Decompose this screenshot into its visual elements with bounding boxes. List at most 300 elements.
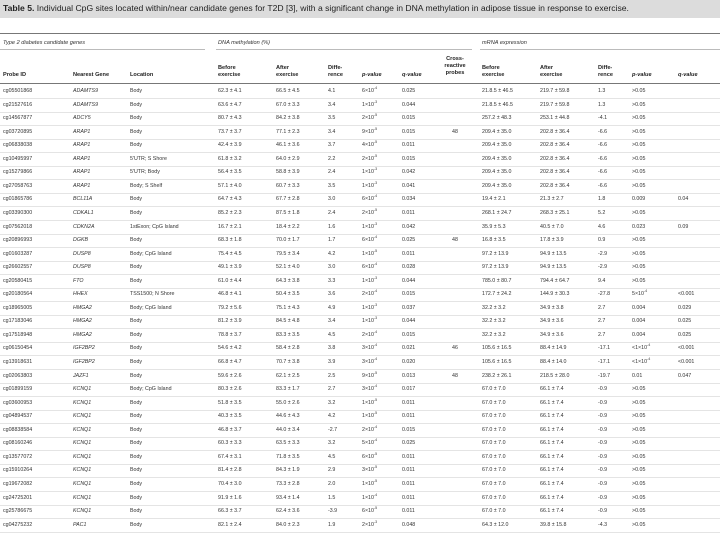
methylation-q-value: 0.011 — [402, 250, 415, 257]
mrna-before: 67.0 ± 7.0 — [482, 467, 506, 474]
mrna-p-value: 0.004 — [632, 331, 646, 338]
methylation-before: 46.8 ± 3.7 — [218, 426, 242, 433]
nearest-gene: KCNQ1 — [73, 426, 92, 433]
mrna-before: 16.8 ± 3.5 — [482, 237, 506, 244]
mrna-before: 35.9 ± 5.3 — [482, 223, 506, 230]
mrna-before: 209.4 ± 35.0 — [482, 128, 512, 135]
nearest-gene: HMGA2 — [73, 318, 92, 325]
mrna-after: 66.1 ± 7.4 — [540, 508, 564, 515]
mrna-p-value: >0.05 — [632, 128, 646, 135]
methylation-difference: 2.5 — [328, 372, 336, 379]
location: Body — [130, 508, 143, 515]
methylation-q-value: 0.037 — [402, 304, 416, 311]
mrna-before: 209.4 ± 35.0 — [482, 182, 512, 189]
mrna-after: 202.8 ± 36.4 — [540, 142, 570, 149]
location: 5'UTR; S Shore — [130, 155, 167, 162]
mrna-after: 66.1 ± 7.4 — [540, 399, 564, 406]
methylation-q-value: 0.011 — [402, 209, 415, 216]
methylation-after: 83.3 ± 1.7 — [276, 386, 300, 393]
mrna-difference: -0.9 — [598, 480, 608, 487]
mrna-after: 794.4 ± 64.7 — [540, 277, 570, 284]
header-rule — [0, 83, 720, 84]
methylation-difference: 3.4 — [328, 318, 336, 325]
nearest-gene: KCNQ1 — [73, 494, 92, 501]
methylation-p-value: $1\times 10^{-3}$ — [362, 316, 378, 325]
mrna-after: 66.1 ± 7.4 — [540, 494, 564, 501]
mrna-before: 32.2 ± 3.2 — [482, 318, 506, 325]
methylation-before: 70.4 ± 3.0 — [218, 480, 242, 487]
location: Body — [130, 142, 143, 149]
row-divider — [0, 532, 720, 533]
location: Body — [130, 413, 143, 420]
mrna-q-value: 0.025 — [678, 318, 692, 325]
mrna-p-value: >0.05 — [632, 277, 646, 284]
mrna-p-value: >0.05 — [632, 521, 646, 528]
nearest-gene: BCL11A — [73, 196, 93, 203]
mrna-difference: -2.9 — [598, 250, 608, 257]
nearest-gene: ADCY5 — [73, 115, 91, 122]
methylation-p-value: $6\times 10^{-4}$ — [362, 194, 378, 203]
methylation-after: 62.4 ± 3.6 — [276, 508, 300, 515]
location: Body — [130, 318, 143, 325]
methylation-after: 64.3 ± 3.8 — [276, 277, 300, 284]
mrna-p-value: >0.05 — [632, 426, 646, 433]
methylation-after: 66.5 ± 4.5 — [276, 88, 300, 94]
methylation-before: 85.2 ± 2.3 — [218, 209, 242, 216]
methylation-q-value: 0.025 — [402, 440, 416, 447]
probe-id: cg13577072 — [3, 453, 33, 460]
methylation-after: 93.4 ± 1.4 — [276, 494, 300, 501]
methylation-before: 61.8 ± 3.2 — [218, 155, 242, 162]
location: 1stExon; CpG Island — [130, 223, 179, 230]
methylation-p-value: $1\times 10^{-3}$ — [362, 180, 378, 189]
methylation-difference: 4.1 — [328, 88, 336, 94]
methylation-difference: 4.5 — [328, 453, 336, 460]
location: Body — [130, 115, 143, 122]
probe-id: cg02063803 — [3, 372, 33, 379]
methylation-p-value: $4\times 10^{-5}$ — [362, 140, 378, 149]
methylation-p-value: $2\times 10^{-5}$ — [362, 207, 378, 216]
nearest-gene: CDKN2A — [73, 223, 95, 230]
location: 5'UTR; Body — [130, 169, 160, 176]
methylation-after: 79.5 ± 3.4 — [276, 250, 300, 257]
methylation-difference: 2.0 — [328, 480, 336, 487]
mrna-before: 64.3 ± 12.0 — [482, 521, 509, 528]
location: Body — [130, 372, 143, 379]
col-cross-reactive: Cross- reactive probes — [444, 56, 466, 76]
methylation-difference: 3.3 — [328, 277, 336, 284]
methylation-q-value: 0.011 — [402, 508, 415, 515]
methylation-after: 71.8 ± 3.5 — [276, 453, 300, 460]
methylation-before: 62.3 ± 4.1 — [218, 88, 242, 94]
methylation-after: 83.3 ± 3.5 — [276, 331, 300, 338]
methylation-p-value: $1\times 10^{-3}$ — [362, 302, 378, 311]
mrna-p-value: >0.05 — [632, 453, 646, 460]
methylation-q-value: 0.011 — [402, 467, 415, 474]
methylation-before: 81.4 ± 2.8 — [218, 467, 242, 474]
col-nearest-gene: Nearest Gene — [73, 72, 110, 78]
mrna-difference: 9.4 — [598, 277, 606, 284]
methylation-before: 91.9 ± 1.6 — [218, 494, 242, 501]
mrna-difference: 4.6 — [598, 223, 606, 230]
mrna-q-value: <0.001 — [678, 291, 695, 298]
methylation-after: 62.1 ± 2.5 — [276, 372, 300, 379]
mrna-after: 94.9 ± 13.5 — [540, 264, 567, 271]
methylation-difference: 3.0 — [328, 196, 336, 203]
mrna-after: 34.9 ± 3.6 — [540, 318, 564, 325]
location: Body; CpG Island — [130, 304, 172, 311]
mrna-after: 202.8 ± 36.4 — [540, 155, 570, 162]
mrna-p-value: >0.05 — [632, 209, 646, 216]
row-divider — [0, 383, 720, 384]
methylation-q-value: 0.025 — [402, 237, 416, 244]
methylation-before: 63.6 ± 4.7 — [218, 101, 242, 108]
methylation-q-value: 0.011 — [402, 142, 415, 149]
methylation-p-value: $1\times 10^{-4}$ — [362, 492, 378, 501]
probe-id: cg14567877 — [3, 115, 33, 122]
caption-bar — [0, 0, 720, 18]
methylation-before: 80.3 ± 2.6 — [218, 386, 242, 393]
location: Body — [130, 88, 143, 94]
row-divider — [0, 491, 720, 492]
methylation-q-value: 0.048 — [402, 521, 416, 528]
mrna-difference: -6.6 — [598, 142, 608, 149]
col-after: After exercise — [276, 65, 299, 78]
methylation-p-value: $3\times 10^{-4}$ — [362, 343, 378, 352]
mrna-p-value: >0.05 — [632, 237, 646, 244]
mrna-after: 88.4 ± 14.9 — [540, 345, 567, 352]
mrna-p-value: >0.05 — [632, 494, 646, 501]
probe-id: cg08160246 — [3, 440, 33, 447]
methylation-p-value: $3\times 10^{-5}$ — [362, 465, 378, 474]
methylation-difference: 1.9 — [328, 521, 336, 528]
methylation-after: 60.7 ± 3.3 — [276, 182, 300, 189]
nearest-gene: DUSP8 — [73, 264, 91, 271]
mrna-after: 66.1 ± 7.4 — [540, 453, 564, 460]
cross-reactive-probes: 48 — [452, 372, 458, 379]
mrna-after: 66.1 ± 7.4 — [540, 386, 564, 393]
methylation-p-value: $2\times 10^{-5}$ — [362, 113, 378, 122]
col-mrna-p-value: p-value — [632, 72, 652, 78]
methylation-q-value: 0.034 — [402, 196, 416, 203]
methylation-difference: 3.2 — [328, 440, 336, 447]
nearest-gene: PAC1 — [73, 521, 87, 528]
probe-id: cg07562018 — [3, 223, 33, 230]
nearest-gene: KCNQ1 — [73, 399, 92, 406]
mrna-difference: 2.7 — [598, 318, 606, 325]
methylation-p-value: $1\times 10^{-3}$ — [362, 99, 378, 108]
methylation-q-value: 0.017 — [402, 386, 416, 393]
nearest-gene: KCNQ1 — [73, 480, 92, 487]
row-divider — [0, 125, 720, 126]
row-divider — [0, 274, 720, 275]
mrna-p-value: 0.004 — [632, 304, 646, 311]
mrna-after: 94.9 ± 13.5 — [540, 250, 567, 257]
row-divider — [0, 206, 720, 207]
nearest-gene: KCNQ1 — [73, 413, 92, 420]
probe-id: cg06150454 — [3, 345, 33, 352]
methylation-difference: 3.7 — [328, 142, 336, 149]
methylation-q-value: 0.011 — [402, 453, 415, 460]
methylation-after: 63.5 ± 3.3 — [276, 440, 300, 447]
mrna-difference: -4.1 — [598, 115, 608, 122]
methylation-before: 79.2 ± 5.6 — [218, 304, 242, 311]
methylation-after: 64.0 ± 2.9 — [276, 155, 300, 162]
mrna-q-value: 0.029 — [678, 304, 692, 311]
methylation-after: 46.1 ± 3.6 — [276, 142, 300, 149]
row-divider — [0, 355, 720, 356]
methylation-p-value: $6\times 10^{-4}$ — [362, 86, 378, 94]
row-divider — [0, 450, 720, 451]
mrna-p-value: >0.05 — [632, 182, 646, 189]
methylation-before: 78.8 ± 3.7 — [218, 331, 242, 338]
methylation-p-value: $2\times 10^{-3}$ — [362, 519, 378, 528]
row-divider — [0, 234, 720, 235]
methylation-q-value: 0.015 — [402, 426, 416, 433]
location: Body — [130, 128, 143, 135]
col-mrna-before: Before exercise — [482, 65, 505, 78]
mrna-after: 40.5 ± 7.0 — [540, 223, 564, 230]
methylation-difference: 4.5 — [328, 331, 336, 338]
methylation-q-value: 0.011 — [402, 413, 415, 420]
probe-id: cg20580415 — [3, 277, 33, 284]
mrna-p-value: >0.05 — [632, 399, 646, 406]
caption-text: Individual CpG sites located within/near candidate genes for T2D [3], with a significant change in DNA methylation in adipose tissue in response to exercise. — [36, 3, 629, 13]
mrna-p-value: >0.05 — [632, 467, 646, 474]
nearest-gene: KCNQ1 — [73, 440, 92, 447]
mrna-after: 144.9 ± 30.3 — [540, 291, 570, 298]
nearest-gene: ARAP1 — [73, 182, 91, 189]
methylation-difference: 3.8 — [328, 345, 336, 352]
mrna-after: 34.9 ± 3.8 — [540, 304, 564, 311]
methylation-q-value: 0.041 — [402, 182, 416, 189]
mrna-after: 66.1 ± 7.4 — [540, 480, 564, 487]
mrna-p-value: >0.05 — [632, 169, 646, 176]
location: Body — [130, 264, 143, 271]
row-divider — [0, 220, 720, 221]
methylation-difference: 3.5 — [328, 182, 336, 189]
mrna-p-value: $<1\times 10^{-4}$ — [632, 343, 651, 352]
location: Body — [130, 277, 143, 284]
methylation-after: 73.3 ± 2.8 — [276, 480, 300, 487]
mrna-before: 97.2 ± 13.9 — [482, 264, 509, 271]
methylation-p-value: $2\times 10^{-5}$ — [362, 153, 378, 162]
nearest-gene: KCNQ1 — [73, 386, 92, 393]
mrna-p-value: >0.05 — [632, 250, 646, 257]
methylation-before: 66.3 ± 3.7 — [218, 508, 242, 515]
mrna-difference: -6.6 — [598, 182, 608, 189]
nearest-gene: ADAMTS9 — [73, 88, 99, 94]
location: Body — [130, 345, 143, 352]
methylation-q-value: 0.020 — [402, 359, 416, 365]
nearest-gene: CDKAL1 — [73, 209, 94, 216]
location: Body — [130, 399, 143, 406]
row-divider — [0, 112, 720, 113]
methylation-q-value: 0.015 — [402, 291, 416, 298]
methylation-after: 87.5 ± 1.8 — [276, 209, 300, 216]
mrna-p-value: 0.023 — [632, 223, 646, 230]
location: Body — [130, 440, 143, 447]
methylation-before: 16.7 ± 2.1 — [218, 223, 242, 230]
methylation-q-value: 0.013 — [402, 372, 416, 379]
methylation-difference: 4.2 — [328, 413, 336, 420]
mrna-difference: 1.3 — [598, 88, 606, 94]
mrna-before: 105.6 ± 16.5 — [482, 359, 512, 365]
probe-id: cg03600953 — [3, 399, 33, 406]
mrna-before: 238.2 ± 26.1 — [482, 372, 512, 379]
mrna-p-value: >0.05 — [632, 386, 646, 393]
methylation-p-value: $1\times 10^{-5}$ — [362, 248, 378, 257]
mrna-difference: -17.1 — [598, 359, 611, 365]
methylation-q-value: 0.011 — [402, 399, 415, 406]
methylation-before: 60.3 ± 3.3 — [218, 440, 242, 447]
row-divider — [0, 193, 720, 194]
mrna-difference: -6.6 — [598, 128, 608, 135]
mrna-before: 97.2 ± 13.9 — [482, 250, 509, 257]
methylation-before: 46.8 ± 4.1 — [218, 291, 242, 298]
methylation-after: 84.2 ± 3.8 — [276, 115, 300, 122]
mrna-p-value: >0.05 — [632, 115, 646, 122]
methylation-difference: 3.9 — [328, 359, 336, 365]
col-mrna-difference: Diffe- rence — [598, 65, 613, 78]
methylation-before: 64.7 ± 4.3 — [218, 196, 242, 203]
methylation-after: 84.5 ± 4.8 — [276, 318, 300, 325]
methylation-after: 77.1 ± 2.3 — [276, 128, 300, 135]
methylation-p-value: $3\times 10^{-4}$ — [362, 384, 378, 393]
methylation-p-value: $2\times 10^{-4}$ — [362, 329, 378, 338]
methylation-before: 57.1 ± 4.0 — [218, 182, 242, 189]
nearest-gene: ARAP1 — [73, 155, 91, 162]
row-divider — [0, 477, 720, 478]
mrna-q-value: 0.047 — [678, 372, 692, 379]
probe-id: cg26602557 — [3, 264, 33, 271]
row-divider — [0, 315, 720, 316]
mrna-q-value: 0.04 — [678, 196, 689, 203]
location: Body — [130, 359, 143, 365]
mrna-after: 21.3 ± 2.7 — [540, 196, 564, 203]
probe-id: cg04275232 — [3, 521, 33, 528]
nearest-gene: DUSP8 — [73, 250, 91, 257]
row-divider — [0, 328, 720, 329]
mrna-p-value: >0.05 — [632, 508, 646, 515]
probe-id: cg03390300 — [3, 209, 33, 216]
row-divider — [0, 369, 720, 370]
methylation-q-value: 0.011 — [402, 480, 415, 487]
mrna-before: 32.2 ± 3.2 — [482, 304, 506, 311]
methylation-before: 59.6 ± 2.6 — [218, 372, 242, 379]
methylation-p-value: $9\times 10^{-5}$ — [362, 126, 378, 135]
mrna-difference: -0.9 — [598, 467, 608, 474]
mrna-before: 172.7 ± 24.2 — [482, 291, 512, 298]
col-location: Location — [130, 72, 154, 78]
methylation-before: 51.8 ± 3.5 — [218, 399, 242, 406]
mrna-before: 21.8.5 ± 46.5 — [482, 88, 513, 94]
mrna-p-value: >0.05 — [632, 101, 646, 108]
mrna-difference: 2.7 — [598, 331, 606, 338]
mrna-after: 88.4 ± 14.0 — [540, 359, 567, 365]
probe-id: cg08838584 — [3, 426, 33, 433]
mrna-difference: -4.3 — [598, 521, 608, 528]
probe-id: cg04894537 — [3, 413, 33, 420]
methylation-after: 75.1 ± 4.3 — [276, 304, 300, 311]
probe-id: cg20896993 — [3, 237, 33, 244]
mrna-before: 32.2 ± 3.2 — [482, 331, 506, 338]
mrna-before: 785.0 ± 80.7 — [482, 277, 512, 284]
probe-id: cg10495997 — [3, 155, 33, 162]
nearest-gene: IGF2BP2 — [73, 359, 95, 365]
methylation-difference: 1.6 — [328, 223, 336, 230]
mrna-difference: -0.9 — [598, 426, 608, 433]
methylation-before: 68.3 ± 1.8 — [218, 237, 242, 244]
nearest-gene: ARAP1 — [73, 169, 91, 176]
mrna-difference: -0.9 — [598, 413, 608, 420]
methylation-after: 84.3 ± 1.9 — [276, 467, 300, 474]
nearest-gene: JAZF1 — [73, 372, 89, 379]
mrna-q-value: 0.09 — [678, 223, 689, 230]
mrna-after: 39.8 ± 15.8 — [540, 521, 567, 528]
mrna-q-value: <0.001 — [678, 359, 695, 365]
methylation-p-value: $6\times 10^{-5}$ — [362, 451, 378, 460]
location: Body — [130, 521, 143, 528]
methylation-q-value: 0.028 — [402, 264, 416, 271]
methylation-difference: 2.4 — [328, 169, 336, 176]
nearest-gene: FTO — [73, 277, 84, 284]
mrna-before: 67.0 ± 7.0 — [482, 453, 506, 460]
col-q-value: q-value — [402, 72, 422, 78]
methylation-before: 40.3 ± 3.5 — [218, 413, 242, 420]
methylation-before: 66.8 ± 4.7 — [218, 359, 242, 365]
location: Body; S Shelf — [130, 182, 163, 189]
methylation-q-value: 0.011 — [402, 494, 415, 501]
nearest-gene: ADAMTS9 — [73, 101, 99, 108]
methylation-p-value: $1\times 10^{-3}$ — [362, 275, 378, 284]
mrna-after: 202.8 ± 36.4 — [540, 169, 570, 176]
mrna-difference: -0.9 — [598, 453, 608, 460]
location: Body — [130, 480, 143, 487]
methylation-p-value: $3\times 10^{-4}$ — [362, 357, 378, 365]
mrna-after: 202.8 ± 36.4 — [540, 182, 570, 189]
probe-id: cg01899159 — [3, 386, 33, 393]
mrna-difference: -2.9 — [598, 264, 608, 271]
group-rule-mrna — [480, 49, 720, 50]
mrna-p-value: >0.05 — [632, 264, 646, 271]
row-divider — [0, 301, 720, 302]
row-divider — [0, 288, 720, 289]
mrna-before: 268.1 ± 24.7 — [482, 209, 512, 216]
mrna-p-value: 0.01 — [632, 372, 643, 379]
mrna-difference: -17.1 — [598, 345, 611, 352]
methylation-q-value: 0.015 — [402, 155, 416, 162]
methylation-after: 67.7 ± 2.8 — [276, 196, 300, 203]
mrna-before: 67.0 ± 7.0 — [482, 508, 506, 515]
col-mrna-after: After exercise — [540, 65, 563, 78]
nearest-gene: ARAP1 — [73, 128, 91, 135]
nearest-gene: KCNQ1 — [73, 453, 92, 460]
location: Body — [130, 453, 143, 460]
row-divider — [0, 396, 720, 397]
mrna-difference: 5.2 — [598, 209, 606, 216]
probe-id: cg01865786 — [3, 196, 33, 203]
mrna-p-value: >0.05 — [632, 88, 646, 94]
row-divider — [0, 247, 720, 248]
table-caption — [3, 3, 629, 13]
methylation-q-value: 0.044 — [402, 101, 416, 108]
probe-id: cg17183046 — [3, 318, 33, 325]
mrna-p-value: $5\times 10^{-4}$ — [632, 289, 648, 298]
probe-id: cg17518948 — [3, 331, 33, 338]
group-mrna: mRNA expression — [482, 40, 527, 46]
methylation-before: 81.2 ± 3.9 — [218, 318, 242, 325]
